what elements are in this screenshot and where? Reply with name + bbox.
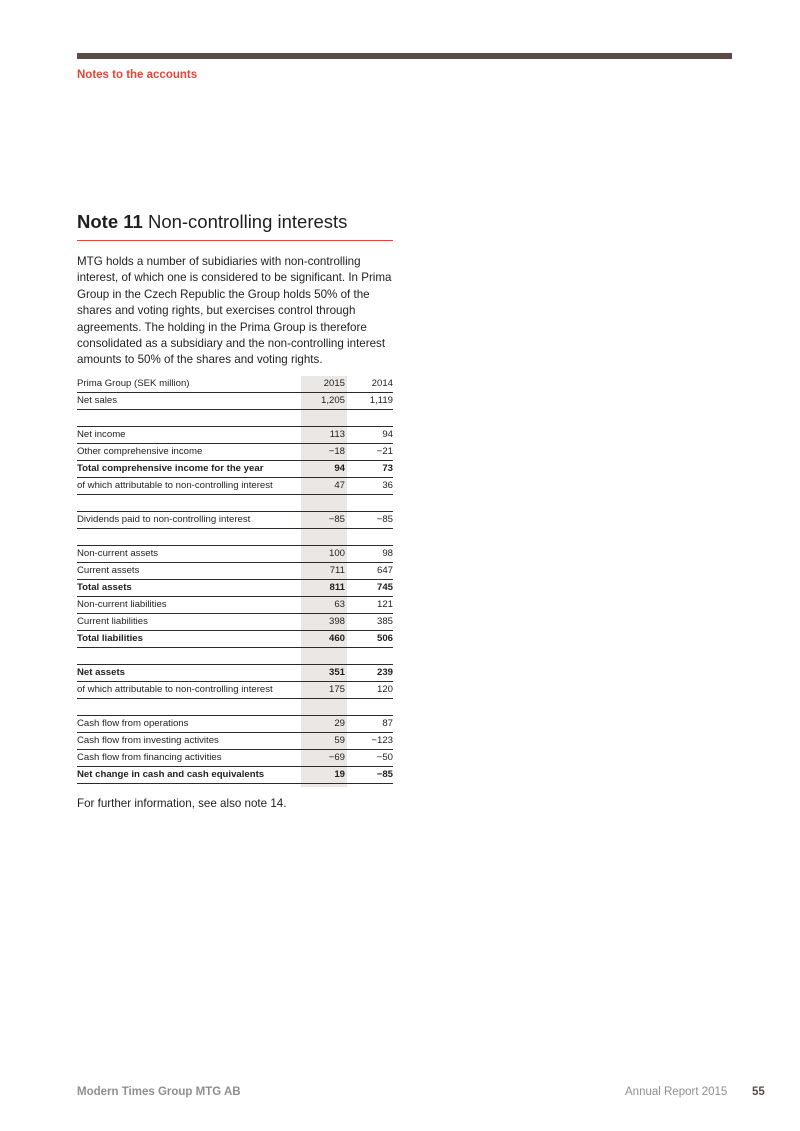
- table-row: [77, 512, 393, 529]
- financial-table: [77, 376, 393, 784]
- row-label: Net sales: [77, 395, 117, 406]
- top-rule: [77, 53, 732, 59]
- value-2015: [301, 648, 347, 664]
- value-2015: 19: [334, 769, 345, 780]
- row-label: Cash flow from financing activities: [77, 752, 222, 763]
- value-2015: 59: [334, 735, 345, 746]
- table-row: [77, 597, 393, 614]
- value-2014: 120: [376, 684, 393, 695]
- table-header-2014: 2014: [371, 378, 393, 389]
- value-2014: 121: [376, 599, 393, 610]
- table-header-label: Prima Group (SEK million): [77, 378, 190, 389]
- note-number: Note 11: [77, 211, 143, 232]
- value-2014: 98: [382, 548, 393, 559]
- value-2015: 351: [328, 667, 345, 678]
- value-2014: [347, 410, 393, 426]
- table-row: [77, 614, 393, 631]
- table-body: [77, 393, 393, 784]
- value-2015: 63: [334, 599, 345, 610]
- value-2014: [347, 699, 393, 715]
- row-label: Non-current liabilities: [77, 599, 167, 610]
- value-2014: [347, 648, 393, 664]
- table-row: [77, 631, 393, 648]
- table-header-2015: 2015: [323, 378, 345, 389]
- value-2015: [301, 529, 347, 545]
- value-2014: 94: [382, 429, 393, 440]
- row-label: Current assets: [77, 565, 140, 576]
- value-2014: 73: [382, 463, 393, 474]
- row-label: Non-current assets: [77, 548, 159, 559]
- value-2014: 647: [376, 565, 393, 576]
- table-row: [77, 461, 393, 478]
- row-label: [77, 410, 301, 426]
- value-2014: 385: [376, 616, 393, 627]
- row-label: Other comprehensive income: [77, 446, 203, 457]
- value-2014: [347, 529, 393, 545]
- row-label: [77, 699, 301, 715]
- table-row: [77, 733, 393, 750]
- table-spacer-row: [77, 529, 393, 546]
- value-2014: −50: [376, 752, 393, 763]
- value-2014: −123: [371, 735, 393, 746]
- row-label: Net assets: [77, 667, 125, 678]
- value-2014: 87: [382, 718, 393, 729]
- value-2015: 460: [328, 633, 345, 644]
- closing-note: For further information, see also note 14.: [77, 797, 287, 810]
- row-label: [77, 495, 301, 511]
- value-2015: −69: [328, 752, 345, 763]
- page-number: 55: [752, 1086, 765, 1098]
- value-2015: 175: [328, 684, 345, 695]
- note-heading: [77, 210, 393, 241]
- row-label: Dividends paid to non-controlling interest: [77, 514, 251, 525]
- table-row: [77, 478, 393, 495]
- table-row: [77, 682, 393, 699]
- row-label: Total comprehensive income for the year: [77, 463, 264, 474]
- row-label: Current liabilities: [77, 616, 148, 627]
- table-row: [77, 546, 393, 563]
- value-2015: 29: [334, 718, 345, 729]
- value-2014: 36: [382, 480, 393, 491]
- value-2014: −85: [376, 514, 393, 525]
- row-label: of which attributable to non-controlling interest: [77, 480, 273, 491]
- section-label: Notes to the accounts: [77, 69, 198, 81]
- table-row: [77, 393, 393, 410]
- row-label: Net change in cash and cash equivalents: [77, 769, 265, 780]
- value-2014: 745: [376, 582, 393, 593]
- row-label: Total liabilities: [77, 633, 143, 644]
- table-spacer-row: [77, 495, 393, 512]
- value-2015: 811: [329, 582, 345, 593]
- value-2015: 398: [328, 616, 345, 627]
- value-2015: [301, 699, 347, 715]
- value-2015: 94: [334, 463, 345, 474]
- table-row: [77, 716, 393, 733]
- value-2014: 239: [376, 667, 393, 678]
- value-2014: 506: [376, 633, 393, 644]
- row-label: Cash flow from operations: [77, 718, 189, 729]
- table-row: [77, 580, 393, 597]
- footer-report: Annual Report 2015: [625, 1086, 728, 1098]
- row-label: Cash flow from investing activites: [77, 735, 219, 746]
- row-label: of which attributable to non-controlling interest: [77, 684, 273, 695]
- value-2015: 711: [329, 565, 345, 576]
- value-2015: [301, 410, 347, 426]
- value-2014: −21: [376, 446, 393, 457]
- value-2015: 1,205: [320, 395, 345, 406]
- value-2014: 1,119: [369, 395, 393, 406]
- value-2015: 113: [329, 429, 345, 440]
- intro-paragraph: MTG holds a number of subidiaries with non-controlling interest, of which one is considered to be significant. In Prima Group in the Czech Republic the Group holds 50% of the shares and voting rights, but exercises control through agreements. The holding in the Prima Group is therefore consolidated as a subsidiary and the non-controlling interest amounts to 50% of the shares and voting rights.: [77, 255, 392, 367]
- table-row: [77, 427, 393, 444]
- value-2015: −85: [328, 514, 345, 525]
- value-2014: [347, 495, 393, 511]
- note-title: Non-controlling interests: [147, 211, 348, 232]
- table-row: [77, 750, 393, 767]
- table-row: [77, 767, 393, 784]
- row-label: [77, 529, 301, 545]
- value-2015: 100: [328, 548, 345, 559]
- row-label: Total assets: [77, 582, 132, 593]
- table-row: [77, 665, 393, 682]
- row-label: Net income: [77, 429, 126, 440]
- value-2015: −18: [328, 446, 345, 457]
- table-spacer-row: [77, 699, 393, 716]
- table-spacer-row: [77, 410, 393, 427]
- table-row: [77, 563, 393, 580]
- value-2015: 47: [334, 480, 345, 491]
- row-label: [77, 648, 301, 664]
- value-2014: −85: [376, 769, 393, 780]
- table-spacer-row: [77, 648, 393, 665]
- table-header-row: [77, 376, 393, 393]
- footer-company: Modern Times Group MTG AB: [77, 1086, 241, 1098]
- value-2015: [301, 495, 347, 511]
- table-row: [77, 444, 393, 461]
